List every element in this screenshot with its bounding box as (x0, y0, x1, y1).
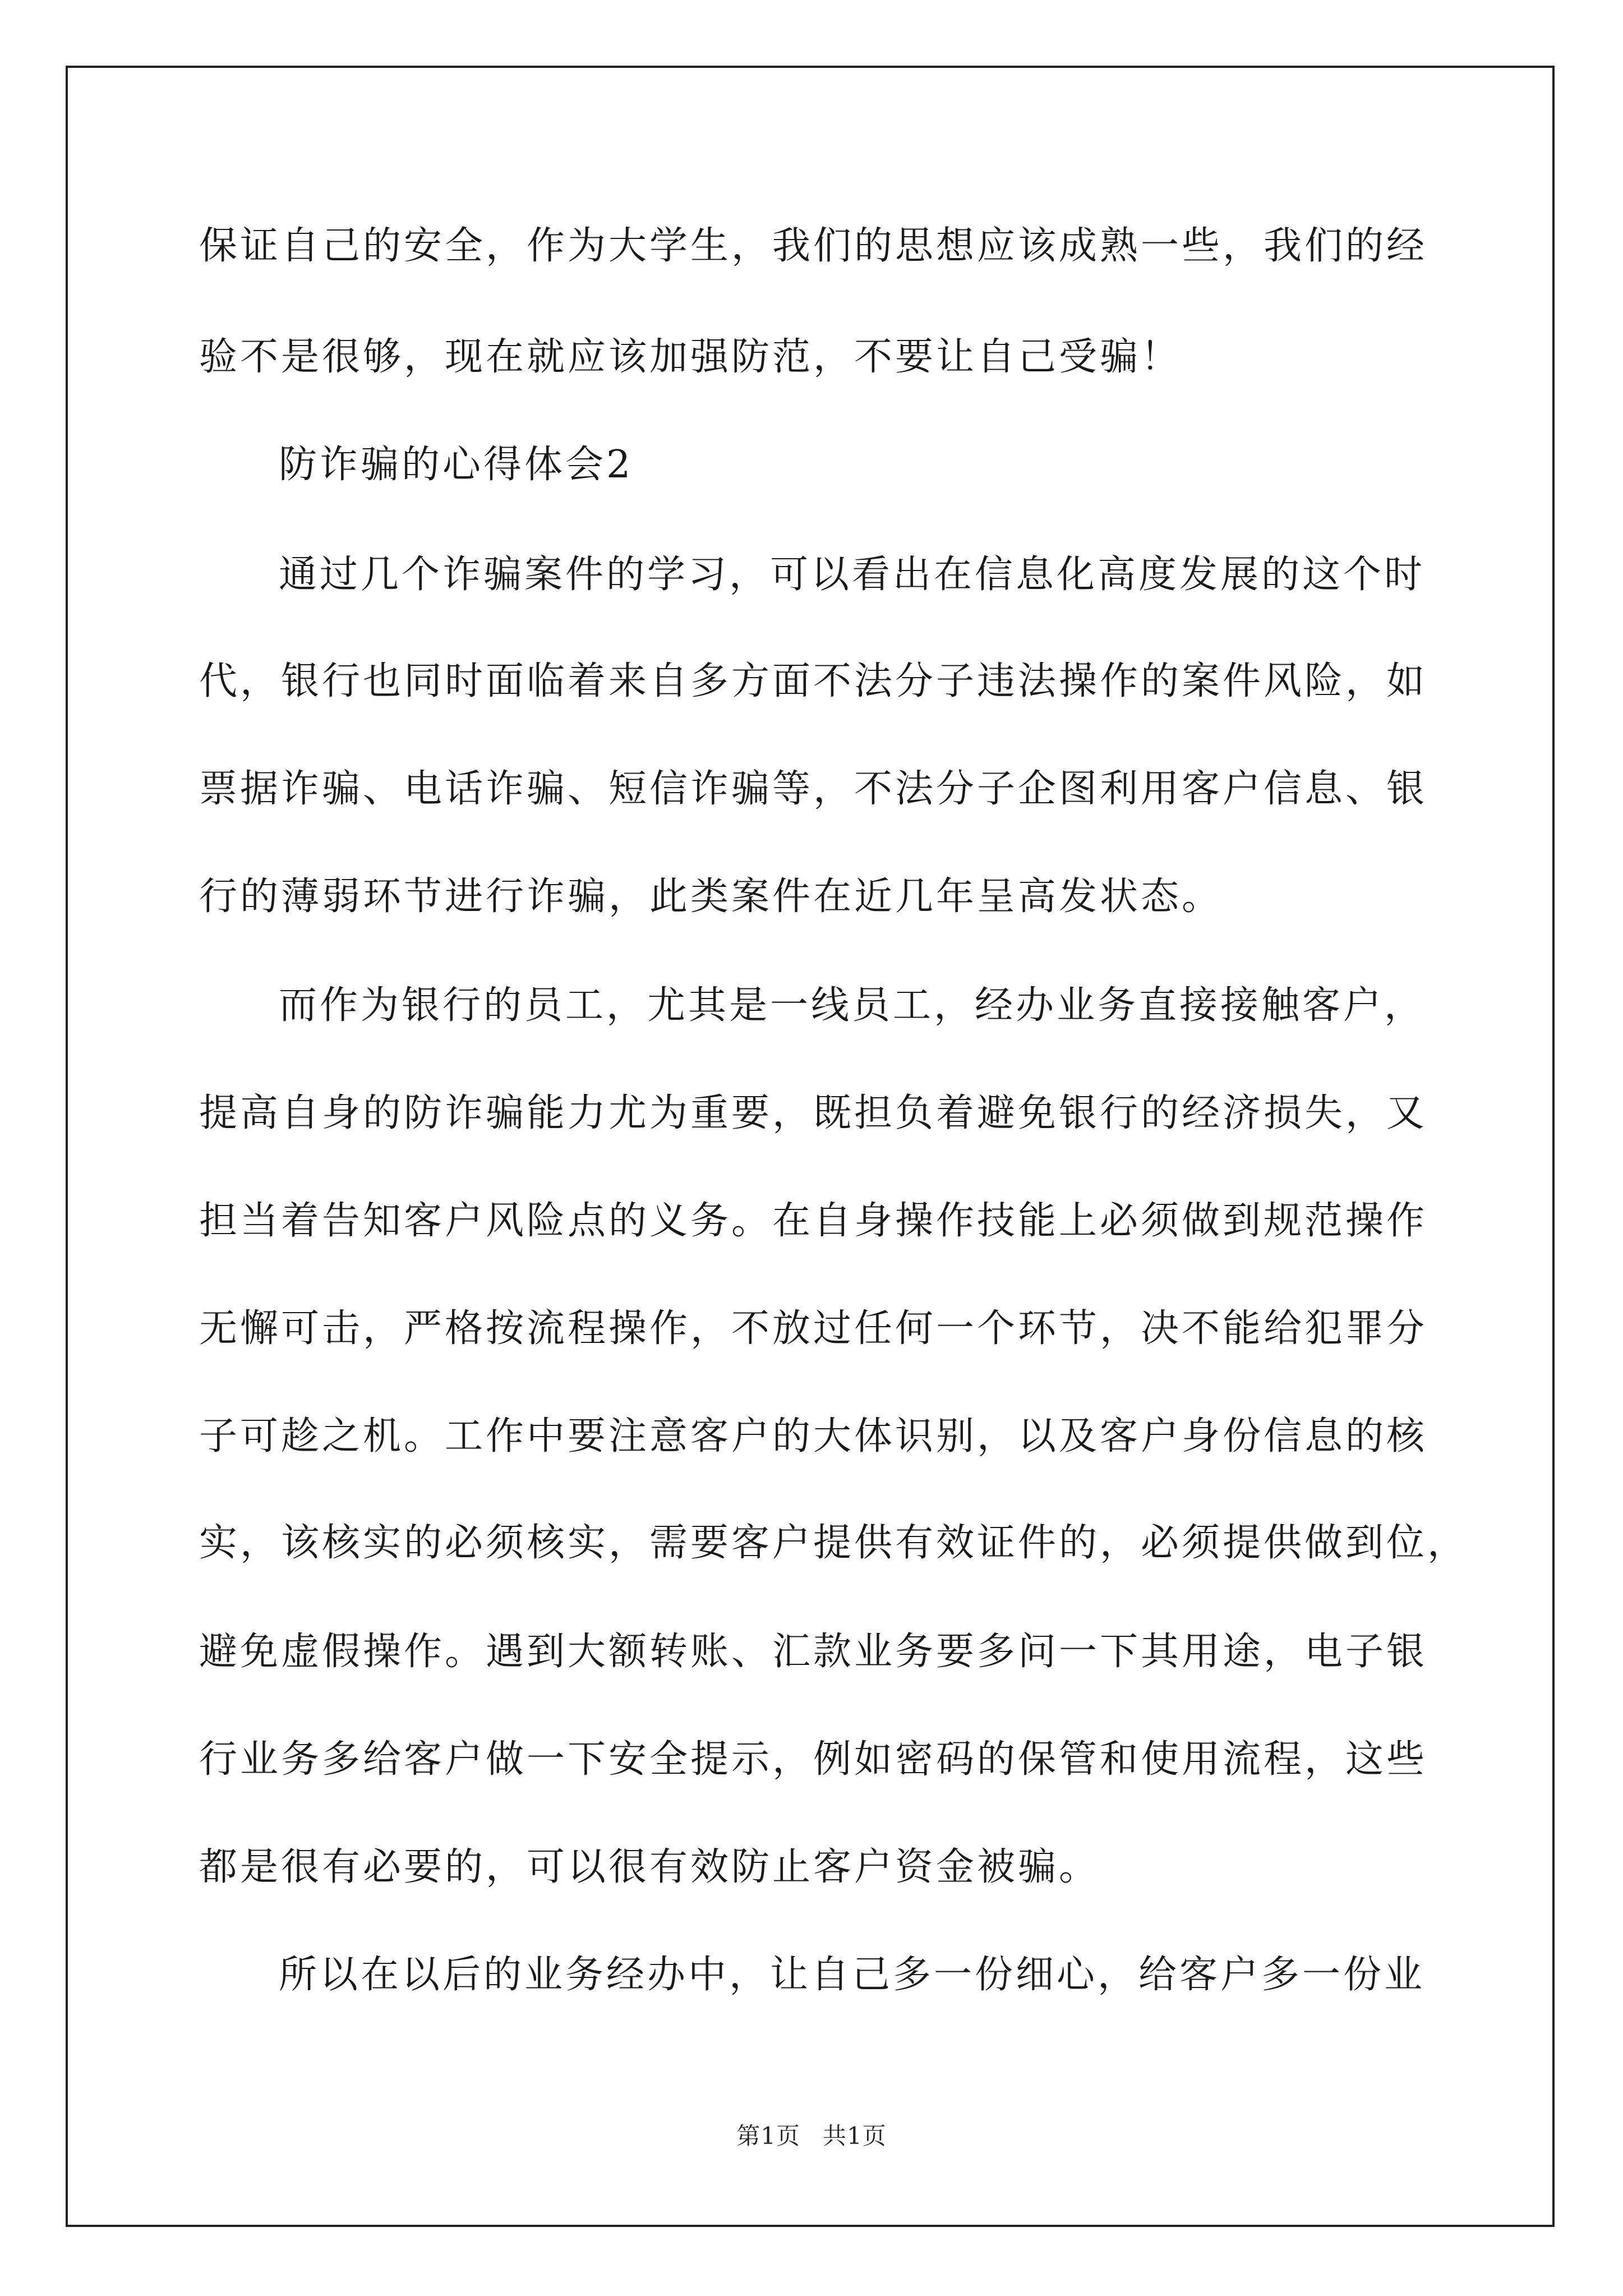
body-text-line: 行的薄弱环节进行诈骗，此类案件在近几年呈高发状态。 (199, 875, 1223, 919)
body-text-line: 验不是很够，现在就应该加强防范，不要让自己受骗！ (199, 335, 1182, 379)
body-text-line: 而作为银行的员工，尤其是一线员工，经办业务直接接触客户， (279, 983, 1426, 1028)
page-number-current: 第1页 (736, 2122, 800, 2150)
body-text-line: 代，银行也同时面临着来自多方面不法分子违法操作的案件风险，如 (199, 659, 1428, 703)
section-heading: 防诈骗的心得体会2 (279, 443, 634, 487)
body-text-line: 提高自身的防诈骗能力尤为重要，既担负着避免银行的经济损失，又 (199, 1091, 1428, 1135)
body-text-line: 避免虚假操作。遇到大额转账、汇款业务要多问一下其用途，电子银 (199, 1630, 1428, 1674)
page-border (66, 66, 1555, 2227)
body-text-line: 通过几个诈骗案件的学习，可以看出在信息化高度发展的这个时 (279, 553, 1426, 597)
body-text-line: 行业务多给客户做一下安全提示，例如密码的保管和使用流程，这些 (199, 1737, 1428, 1782)
body-text-line: 票据诈骗、电话诈骗、短信诈骗等，不法分子企图利用客户信息、银 (199, 767, 1428, 811)
body-text-line: 实，该核实的必须核实，需要客户提供有效证件的，必须提供做到位， (199, 1521, 1469, 1565)
page-number-total: 共1页 (823, 2122, 887, 2150)
body-text-line: 无懈可击，严格按流程操作，不放过任何一个环节，决不能给犯罪分 (199, 1306, 1428, 1351)
body-text-line: 担当着告知客户风险点的义务。在自身操作技能上必须做到规范操作 (199, 1199, 1428, 1243)
body-text-line: 所以在以后的业务经办中，让自己多一份细心，给客户多一份业 (279, 1953, 1426, 1997)
body-text-line: 子可趁之机。工作中要注意客户的大体识别，以及客户身份信息的核 (199, 1414, 1428, 1458)
body-text-line: 保证自己的安全，作为大学生，我们的思想应该成熟一些，我们的经 (199, 224, 1428, 268)
page-footer (0, 2124, 1623, 2148)
body-text-line: 都是很有必要的，可以很有效防止客户资金被骗。 (199, 1845, 1100, 1889)
